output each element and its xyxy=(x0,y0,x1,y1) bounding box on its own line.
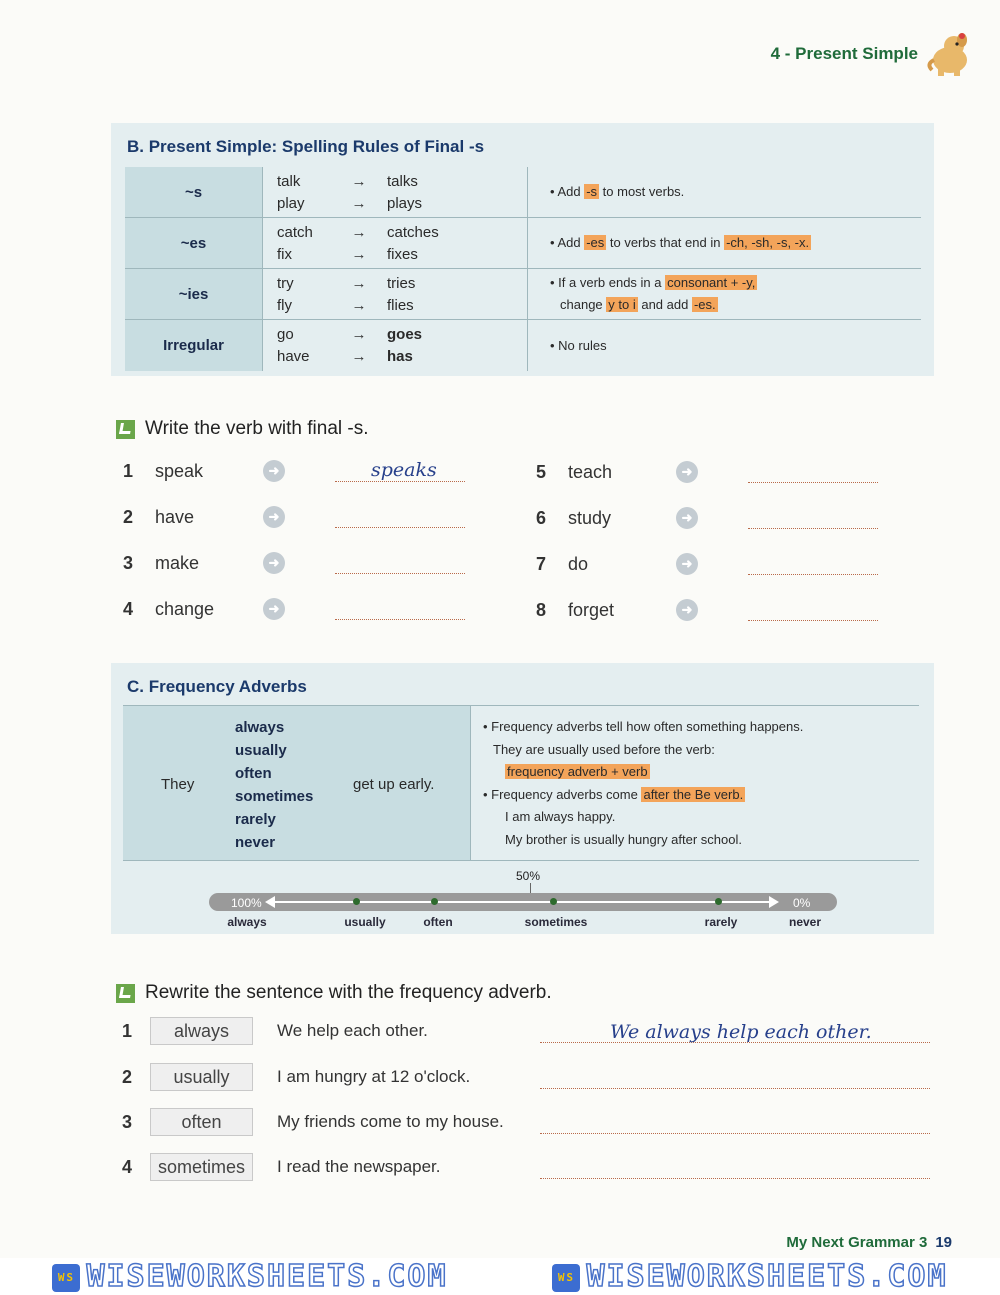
section-c-heading: C. Frequency Adverbs xyxy=(127,677,307,696)
rule-text: • Add xyxy=(550,235,585,250)
item-word: teach xyxy=(568,461,613,482)
item-number: 2 xyxy=(122,1066,133,1087)
scale-dot xyxy=(550,898,557,905)
base-verb: fix xyxy=(277,245,292,263)
watermark-item xyxy=(552,1259,947,1294)
base-verb: go xyxy=(277,326,294,343)
table-row xyxy=(125,320,921,371)
base-verb: try xyxy=(277,274,294,292)
arrow-right-icon: ➜ xyxy=(263,460,285,482)
scale-pct-low: 0% xyxy=(793,896,811,910)
base-verb: play xyxy=(277,194,305,212)
exercise-1-title xyxy=(116,418,369,440)
exercise-2-title-text: Rewrite the sentence with the frequency adverb. xyxy=(145,982,552,1003)
note-line: • Frequency adverbs tell how often something happens. xyxy=(483,719,804,734)
adverb-list xyxy=(235,716,313,854)
arrow-icon: → xyxy=(351,326,367,343)
handwritten-answer: We always help each other. xyxy=(610,1021,872,1043)
rule-text: to most verbs. xyxy=(599,184,685,199)
rule-text: • If a verb ends in a xyxy=(550,275,666,290)
scale-pct-high: 100% xyxy=(231,896,262,910)
spelling-table xyxy=(125,167,921,371)
answer-field[interactable] xyxy=(748,461,878,483)
item-word: speak xyxy=(155,460,204,481)
item-word: make xyxy=(155,552,200,573)
list-item xyxy=(122,1108,932,1136)
scale-label: always xyxy=(227,915,267,929)
list-item xyxy=(536,553,878,575)
category-cell: ~s xyxy=(125,167,263,217)
example-sentence: I am always happy. xyxy=(505,809,616,824)
item-word: study xyxy=(568,507,612,528)
list-item xyxy=(122,1153,932,1181)
exercise-2-title xyxy=(116,982,552,1004)
list-item xyxy=(123,598,465,620)
item-word: forget xyxy=(568,599,615,620)
adverb-item: rarely xyxy=(235,811,276,828)
watermark-item xyxy=(52,1259,447,1294)
scale-line xyxy=(271,901,771,903)
rule-highlight: -es xyxy=(586,235,605,250)
arrow-icon: → xyxy=(351,274,367,292)
item-number: 4 xyxy=(122,1156,133,1177)
adverb-item: always xyxy=(235,719,285,736)
item-word: change xyxy=(155,598,215,619)
arrow-icon: → xyxy=(351,296,367,314)
adverb-box: usually xyxy=(150,1063,253,1091)
scale-label: sometimes xyxy=(524,915,588,929)
words-cell xyxy=(263,218,528,268)
page-number: 19 xyxy=(935,1234,952,1251)
rule-text: • No rules xyxy=(550,337,607,353)
arrow-icon: → xyxy=(351,348,367,365)
scale-label: rarely xyxy=(704,915,738,929)
list-item xyxy=(123,460,465,482)
item-number: 2 xyxy=(123,506,134,527)
arrow-icon: → xyxy=(351,194,367,212)
watermark-banner xyxy=(0,1258,1000,1295)
notes-cell xyxy=(471,706,919,860)
arrow-icon: → xyxy=(351,172,367,190)
category-cell: Irregular xyxy=(125,320,263,371)
rule-text: to verbs that end in xyxy=(606,235,725,250)
adverb-item: never xyxy=(235,834,276,851)
arrow-right-icon: ➜ xyxy=(263,506,285,528)
item-sentence: We help each other. xyxy=(277,1021,428,1040)
item-number: 3 xyxy=(122,1111,133,1132)
scale-dot xyxy=(353,898,360,905)
list-item xyxy=(123,506,465,528)
adverb-item: often xyxy=(235,765,272,782)
note-highlight: after the Be verb. xyxy=(643,786,744,802)
example-cell xyxy=(123,706,471,860)
words-cell xyxy=(263,167,528,217)
list-item xyxy=(536,599,878,621)
item-word: have xyxy=(155,506,195,527)
example-sentence: My brother is usually hungry after school. xyxy=(505,831,742,847)
item-sentence: I read the newspaper. xyxy=(277,1157,441,1176)
item-number: 4 xyxy=(123,598,134,619)
scale-pct-mid: 50% xyxy=(516,869,541,883)
list-item xyxy=(536,461,878,483)
item-sentence: I am hungry at 12 o'clock. xyxy=(277,1067,471,1086)
rule-highlight: y to i xyxy=(608,297,636,312)
note-line: • Frequency adverbs come xyxy=(483,786,642,802)
answer-field[interactable] xyxy=(540,1065,930,1089)
list-item xyxy=(122,1017,932,1045)
adverb-box: sometimes xyxy=(150,1153,253,1181)
answer-field[interactable] xyxy=(748,553,878,575)
answer-field[interactable] xyxy=(335,552,465,574)
note-highlight: frequency adverb + verb xyxy=(507,764,648,779)
arrow-right-icon: ➜ xyxy=(676,599,698,621)
item-number: 7 xyxy=(536,553,547,574)
rule-text: • Add xyxy=(550,184,585,199)
watermark-logo-icon: WS xyxy=(52,1264,80,1292)
adverb-box: always xyxy=(150,1017,253,1045)
rule-cell xyxy=(528,320,921,371)
pencil-icon xyxy=(116,984,135,1003)
base-verb: fly xyxy=(277,296,292,314)
rule-highlight: -ch, -sh, -s, -x. xyxy=(726,235,810,250)
book-title: My Next Grammar 3 xyxy=(786,1234,928,1251)
arrow-right-icon: ➜ xyxy=(263,552,285,574)
arrow-right-icon: ➜ xyxy=(263,598,285,620)
spelling-rules-section xyxy=(111,123,934,376)
rule-highlight: consonant + -y, xyxy=(667,275,756,290)
table-row xyxy=(125,167,921,218)
rule-cell xyxy=(528,218,921,268)
result-verb: goes xyxy=(387,326,423,343)
subject-text: They xyxy=(161,776,195,793)
rule-text: change xyxy=(560,297,607,312)
item-number: 5 xyxy=(536,461,547,482)
rule-highlight: -s xyxy=(586,184,598,199)
answer-field[interactable] xyxy=(748,507,878,529)
list-item xyxy=(122,1063,932,1091)
result-verb: flies xyxy=(387,296,414,314)
mascot-icon xyxy=(924,30,972,78)
adverb-box: often xyxy=(150,1108,253,1136)
frequency-table xyxy=(123,705,919,861)
result-verb: fixes xyxy=(387,245,418,263)
chapter-title-text: - Present Simple xyxy=(784,44,918,63)
watermark-text: WISEWORKSHEETS.COM xyxy=(586,1259,948,1294)
answer-field[interactable] xyxy=(748,599,878,621)
answer-field[interactable] xyxy=(540,1110,930,1134)
table-row xyxy=(125,218,921,269)
arrow-left-icon xyxy=(265,896,275,908)
scale-label: never xyxy=(788,915,822,929)
scale-label: usually xyxy=(344,915,386,929)
rule-cell xyxy=(528,269,921,319)
answer-field[interactable] xyxy=(335,460,465,482)
item-word: do xyxy=(568,553,589,574)
scale-dot xyxy=(431,898,438,905)
result-verb: catches xyxy=(387,223,439,241)
base-verb: have xyxy=(277,348,310,365)
category-cell: ~ies xyxy=(125,269,263,319)
category-cell: ~es xyxy=(125,218,263,268)
answer-field[interactable] xyxy=(335,598,465,620)
adverb-item: sometimes xyxy=(235,788,314,805)
page-header xyxy=(771,30,972,78)
page-footer xyxy=(786,1234,952,1251)
result-verb: talks xyxy=(387,172,418,190)
result-verb: has xyxy=(387,348,413,365)
handwritten-answer: speaks xyxy=(371,459,437,481)
watermark-logo-icon: WS xyxy=(552,1264,580,1292)
rule-cell xyxy=(528,167,921,217)
chapter-number: 4 xyxy=(770,44,781,63)
item-number: 6 xyxy=(536,507,547,528)
answer-field[interactable] xyxy=(540,1155,930,1179)
frequency-scale xyxy=(209,869,837,935)
chapter-title xyxy=(771,44,918,64)
item-number: 1 xyxy=(122,1020,133,1041)
predicate-text: get up early. xyxy=(353,776,435,793)
base-verb: talk xyxy=(277,172,301,190)
rule-highlight: -es. xyxy=(693,297,716,312)
list-item xyxy=(536,507,878,529)
rule-text: and add xyxy=(637,297,692,312)
watermark-text: WISEWORKSHEETS.COM xyxy=(86,1259,448,1294)
item-sentence: My friends come to my house. xyxy=(277,1112,504,1131)
answer-field[interactable] xyxy=(335,506,465,528)
item-number: 8 xyxy=(536,599,547,620)
item-number: 1 xyxy=(123,460,134,481)
adverb-item: usually xyxy=(235,742,287,759)
arrow-icon: → xyxy=(351,223,367,241)
result-verb: plays xyxy=(387,194,423,212)
result-verb: tries xyxy=(387,274,416,292)
frequency-adverbs-section xyxy=(111,663,934,934)
exercise-1-title-text: Write the verb with final -s. xyxy=(145,418,369,439)
list-item xyxy=(123,552,465,574)
section-b-heading: B. Present Simple: Spelling Rules of Final -s xyxy=(127,137,485,156)
pencil-icon xyxy=(116,420,135,439)
note-line: They are usually used before the verb: xyxy=(493,741,715,757)
words-cell xyxy=(263,320,528,371)
arrow-right-icon: ➜ xyxy=(676,461,698,483)
scale-label: often xyxy=(423,915,453,929)
scale-dot xyxy=(715,898,722,905)
arrow-right-icon xyxy=(769,896,779,908)
arrow-right-icon: ➜ xyxy=(676,507,698,529)
base-verb: catch xyxy=(277,223,313,241)
arrow-right-icon: ➜ xyxy=(676,553,698,575)
table-row xyxy=(125,269,921,320)
answer-field[interactable] xyxy=(540,1019,930,1043)
item-number: 3 xyxy=(123,552,134,573)
arrow-icon: → xyxy=(351,245,367,263)
words-cell xyxy=(263,269,528,319)
